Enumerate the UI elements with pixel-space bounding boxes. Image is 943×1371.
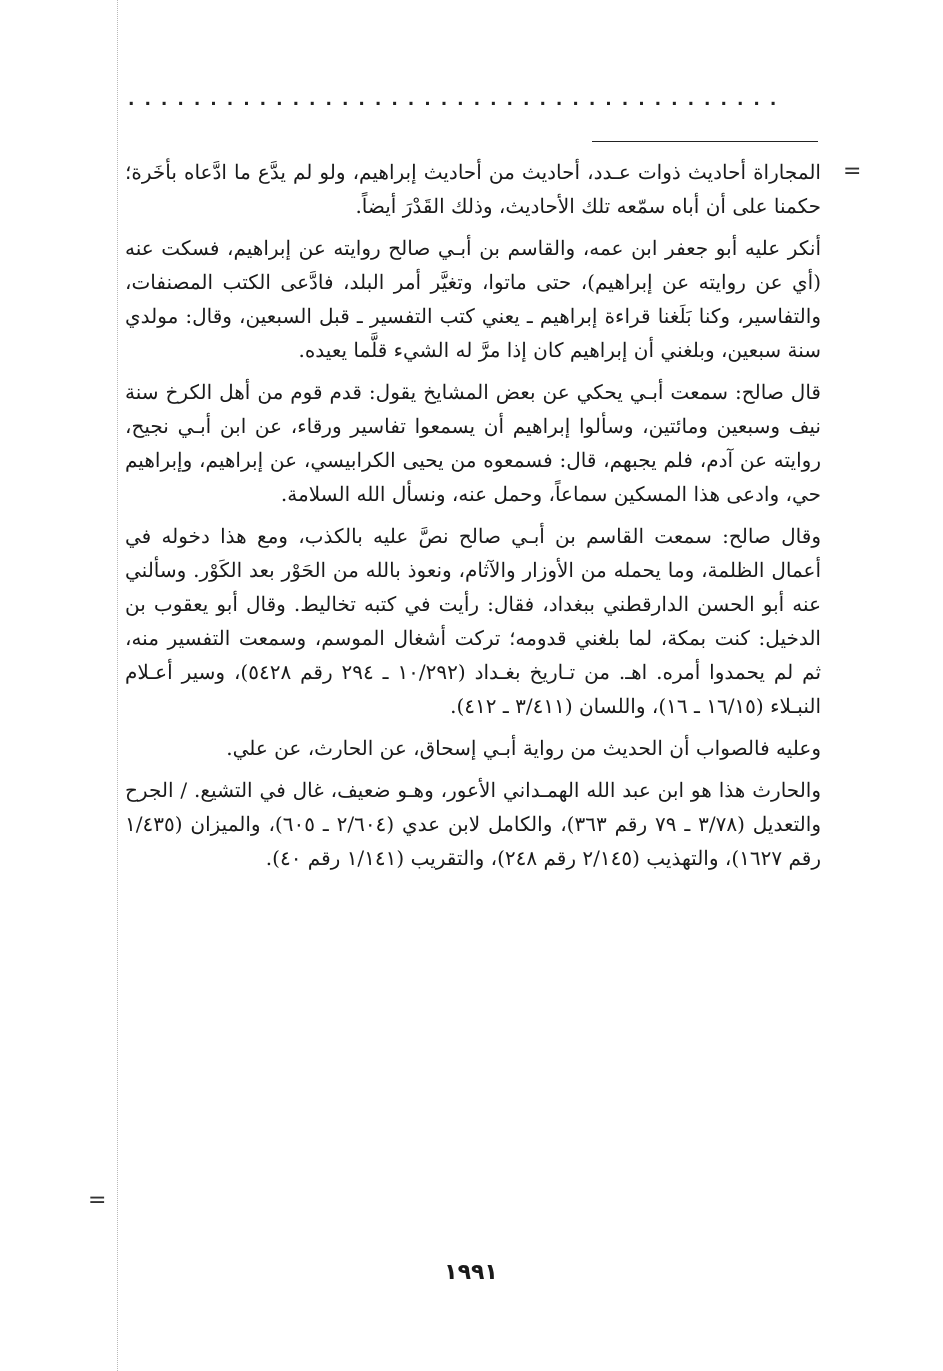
- footnote-paragraph: وقال صالح: سمعت القاسم بن أبـي صالح نصَّ عليه بالكذب، ومع هذا دخوله في أعمال الظلمة، وما يحمله من الأوزار والآثام، ونعوذ بالله من الحَوْر بعد الكَوْر. وسألني عنه أبو الحسن الدارقطني ببغداد، فقال: رأيت في كتبه تخاليط. وقال أبو يعقوب بن الدخيل: كنت بمكة، لما بلغني قدومه؛ تركت أشغال الموسم، وسمعت التفسير منه، ثم لم يحمدوا أمره. اهـ. من تـاريخ بغـداد (١٠/٢٩٢ ـ ٢٩٤ رقم ٥٤٢٨)، وسير أعـلام النبـلاء (١٦/١٥ ـ ١٦)، واللسان (٣/٤١١ ـ ٤١٢).: [125, 524, 822, 718]
- footnotes-block: [125, 155, 821, 883]
- footnote-paragraph: وعليه فالصواب أن الحديث من رواية أبـي إسحاق، عن الحارث، عن علي.: [226, 736, 821, 760]
- gutter-dotted-line: [117, 0, 118, 1371]
- continuation-mark-top: =: [843, 159, 862, 184]
- page-number: ١٩٩١: [444, 1260, 498, 1285]
- separator-dots: ........................................: [128, 90, 787, 110]
- footnote-paragraph: المجاراة أحاديث ذوات عـدد، أحاديث من أحاديث إبراهيم، ولو لم يدَّع ما ادَّعاه بأخَرة؛ حكمنا على أن أباه سمّعه تلك الأحاديث، وذلك القَدْرَ أيضاً.: [125, 160, 821, 218]
- footnote-paragraph: قال صالح: سمعت أبـي يحكي عن بعض المشايخ يقول: قدم قوم من أهل الكرخ سنة نيف وسبعين ومائتين، وسألوا إبراهيم أن يسمعوا تفاسير ورقاء، عن ابن أبـي نجيح، روايته عن آدم، فلم يجبهم، قال: فسمعوه من يحيى الكرابيسي، عن إبراهيم، وإبراهيم حي، وادعى هذا المسكين سماعاً، وحمل عنه، ونسأل الله السلامة.: [125, 380, 821, 506]
- footnote-rule: [592, 141, 818, 142]
- footnote-paragraph: أنكر عليه أبو جعفر ابن عمه، والقاسم بن أبـي صالح روايته عن إبراهيم، فسكت عنه (أي عن روايته عن إبراهيم)، حتى ماتوا، وتغيَّر أمر البلد، فادَّعى الكتب المصنفات، والتفاسير، وكنا بَلَغنا قراءة إبراهيم ـ يعني كتب التفسير ـ قبل السبعين، وقال: مولدي سنة سبعين، وبلغني أن إبراهيم كان إذا مرَّ له الشيء قلَّما يعيده.: [125, 236, 821, 362]
- continuation-mark-bottom: =: [88, 1188, 107, 1213]
- footnote-paragraph: والحارث هذا هو ابن عبد الله الهمـداني الأعور، وهـو ضعيف، غال في التشيع. / الجرح والتعديل (٣/٧٨ ـ ٧٩ رقم ٣٦٣)، والكامل لابن عدي (٢/٦٠٤ ـ ٦٠٥)، والميزان (١/٤٣٥ رقم ١٦٢٧)، والتهذيب (٢/١٤٥ رقم ٢٤٨)، والتقريب (١/١٤١ رقم ٤٠).: [125, 778, 821, 870]
